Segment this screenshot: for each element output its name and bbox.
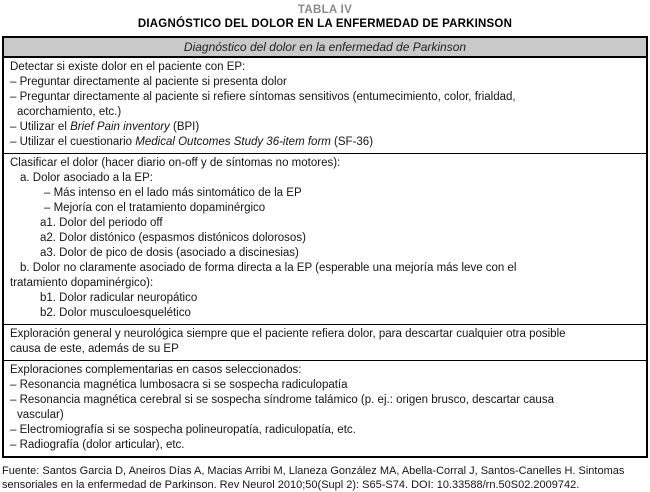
- text: – Resonancia magnética lumbosacra si se sospecha radiculopatía: [10, 379, 348, 391]
- text: – Preguntar directamente al paciente si refiere síntomas sensitivos (entumecimiento, color, frialdad,: [10, 91, 516, 103]
- text: a2. Dolor distónico (espasmos distónicos dolorosos): [40, 232, 306, 244]
- table-line: [10, 276, 640, 291]
- text: Exploración general y neurológica siempre que el paciente refiera dolor, para descartar cualquier otra posible: [10, 328, 566, 340]
- text: vascular): [17, 409, 64, 421]
- table-line: [10, 363, 640, 378]
- table-body: [4, 58, 646, 456]
- text: a3. Dolor de pico de dosis (asociado a discinesias): [40, 247, 299, 259]
- page-title: DIAGNÓSTICO DEL DOLOR EN LA ENFERMEDAD DE PARKINSON: [137, 18, 513, 30]
- table-line: [10, 438, 640, 453]
- italic-text: Brief Pain inventory: [70, 121, 170, 133]
- text: causa de este, además de su EP: [10, 343, 179, 355]
- table-line: [10, 135, 640, 150]
- text: – Resonancia magnética cerebral si se sospecha síndrome talámico (p. ej.: origen brusco, descartar causa: [10, 394, 554, 406]
- table-section: [4, 154, 646, 325]
- table-line: [10, 342, 640, 357]
- table-line: [10, 291, 640, 306]
- text: tratamiento dopaminérgico):: [10, 277, 154, 289]
- text: Clasificar el dolor (hacer diario on-off y de síntomas no motores):: [10, 157, 341, 169]
- text: b2. Dolor musculoesquelético: [40, 307, 191, 319]
- text: – Utilizar el cuestionario: [10, 136, 136, 148]
- text: – Utilizar el: [10, 121, 71, 133]
- table-line: [10, 201, 640, 216]
- table-line: [10, 120, 640, 135]
- text: – Radiografía (dolor articular), etc.: [10, 439, 185, 451]
- text: (BPI): [169, 121, 200, 133]
- table-line: [10, 90, 640, 105]
- table-line: [10, 393, 640, 408]
- text: b. Dolor no claramente asociado de forma directa a la EP (esperable una mejoría más leve con el: [20, 262, 517, 274]
- text: Detectar si existe dolor en el paciente con EP:: [10, 61, 246, 73]
- table-line: [10, 231, 640, 246]
- table-line: [10, 306, 640, 321]
- table-line: [10, 171, 640, 186]
- text: b1. Dolor radicular neuropático: [40, 292, 198, 304]
- table-line: [10, 261, 640, 276]
- table-section: [4, 361, 646, 456]
- table-line: [10, 423, 640, 438]
- title-block: [0, 0, 650, 32]
- text: acorchamiento, etc.): [17, 106, 122, 118]
- table-line: [10, 327, 640, 342]
- table-line: [10, 156, 640, 171]
- text: a. Dolor asociado a la EP:: [20, 172, 153, 184]
- table-line: [10, 378, 640, 393]
- table-line: [10, 186, 640, 201]
- text: – Más intenso en el lado más sintomático de la EP: [44, 187, 302, 199]
- diagnosis-table: [2, 36, 648, 458]
- table-line: [10, 105, 640, 120]
- table-line: [10, 246, 640, 261]
- table-line: [10, 75, 640, 90]
- text: Exploraciones complementarias en casos seleccionados:: [10, 364, 302, 376]
- text: (SF-36): [330, 136, 374, 148]
- table-header: Diagnóstico del dolor en la enfermedad de Parkinson: [4, 38, 646, 58]
- italic-text: Medical Outcomes Study 36-item form: [135, 136, 331, 148]
- table-section: [4, 325, 646, 361]
- table-line: [10, 60, 640, 75]
- source-note: Fuente: Santos Garcia D, Aneiros Días A, Macias Arribi M, Llaneza González MA, Abella-Corral J, Santos-Canelles H. Sintomas sensoriales en la enfermedad de Parkinson. Rev Neurol 2010;50(Supl 2): S65-S74. DOI: 10.33588/rn.50S02.2009742.: [2, 465, 625, 491]
- table-label: TABLA IV: [297, 4, 353, 16]
- text: – Mejoría con el tratamiento dopaminérgico: [44, 202, 266, 214]
- table-section: [4, 58, 646, 154]
- text: – Preguntar directamente al paciente si presenta dolor: [10, 76, 287, 88]
- text: – Electromiografía si se sospecha polineuropatía, radiculopatía, etc.: [10, 424, 356, 436]
- table-line: [10, 216, 640, 231]
- table-line: [10, 408, 640, 423]
- text: a1. Dolor del periodo off: [40, 217, 163, 229]
